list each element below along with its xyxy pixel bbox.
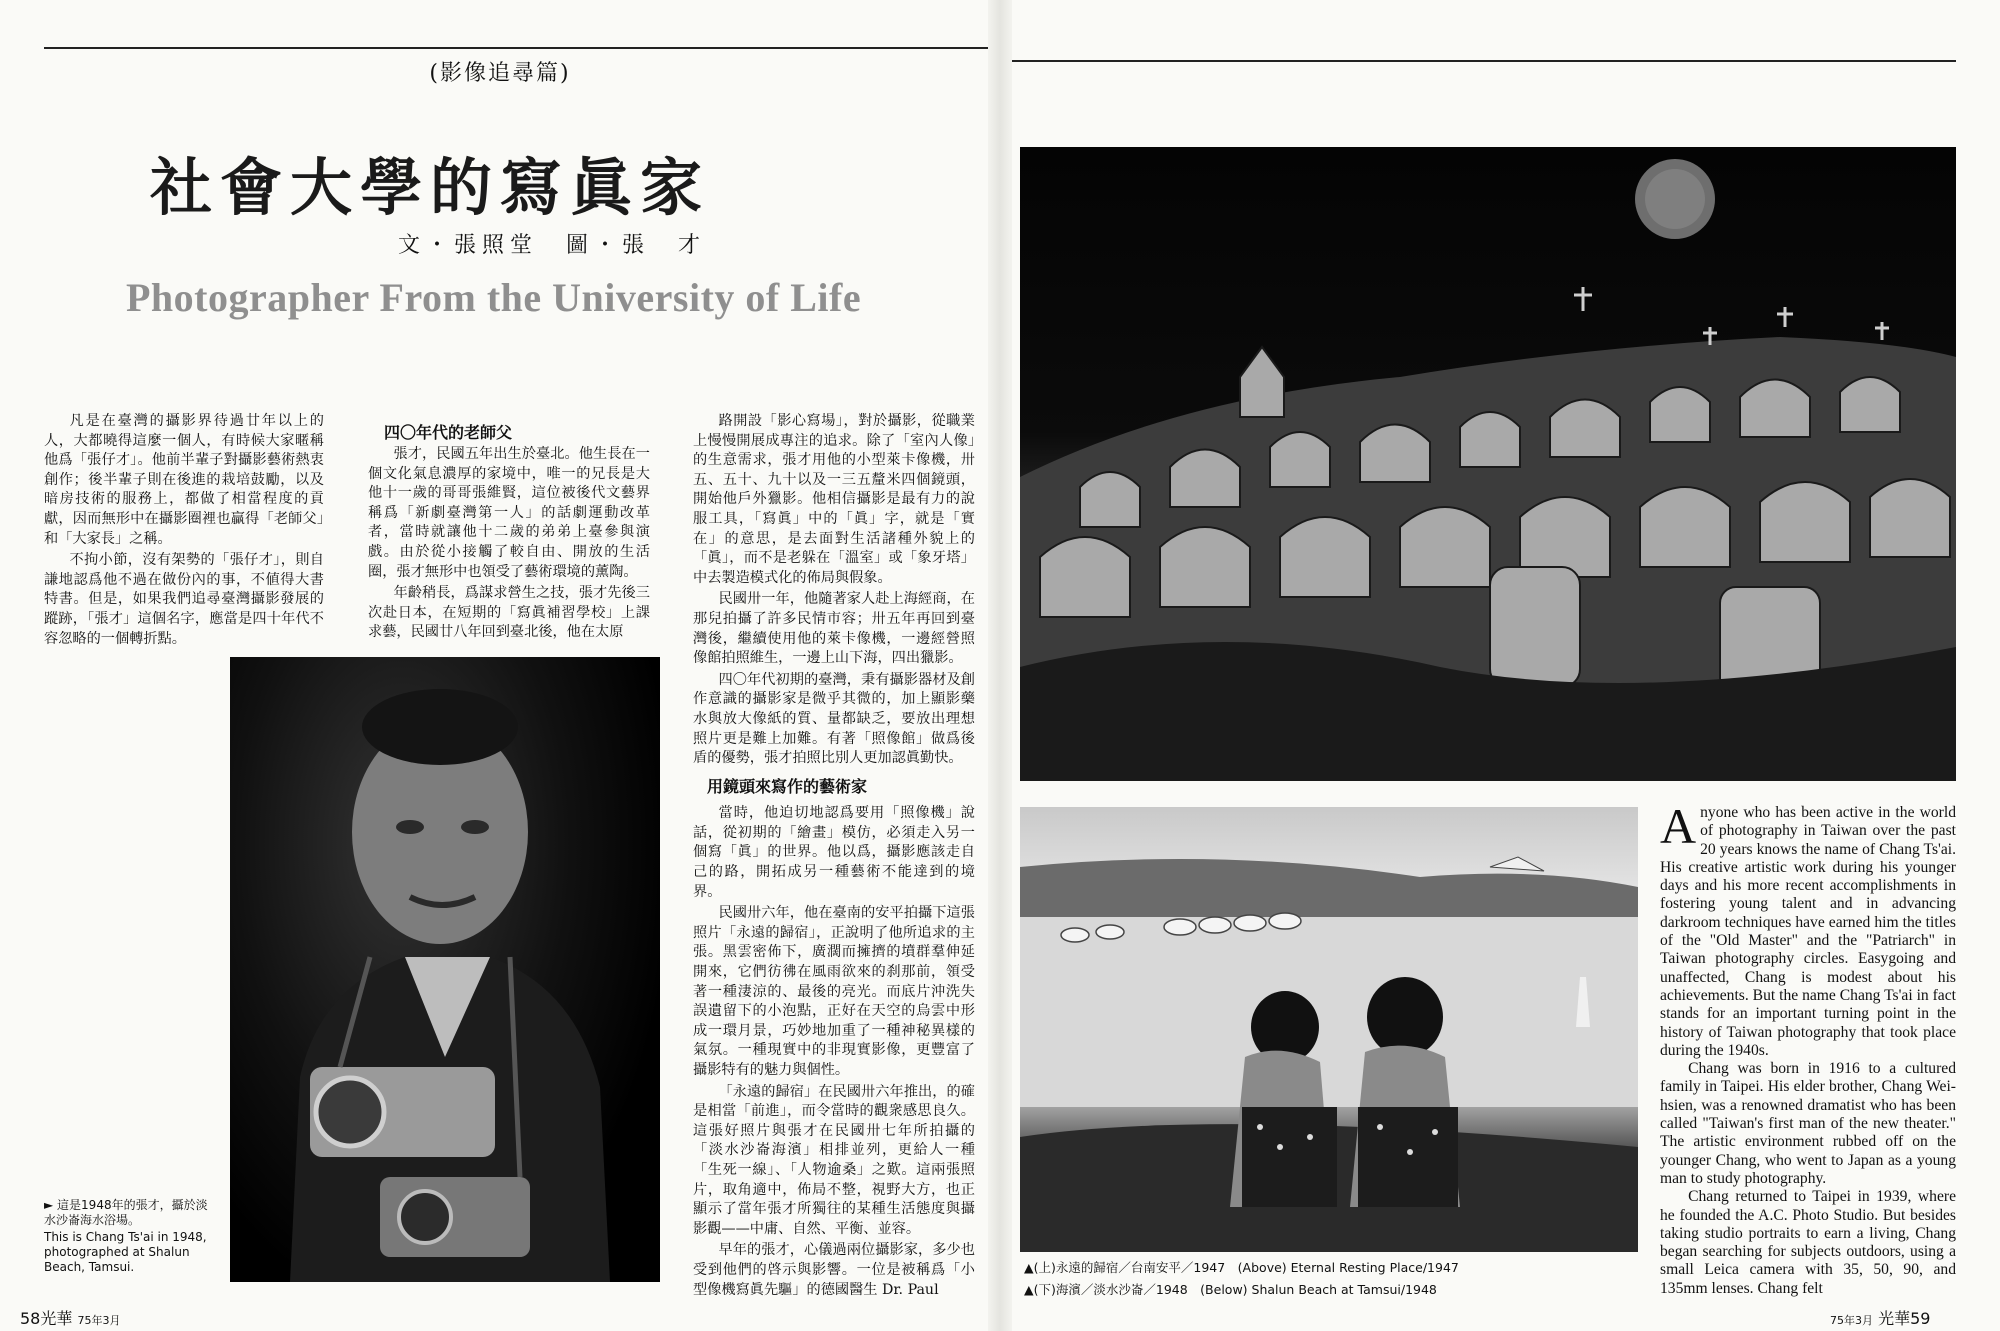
cemetery-photo-caption: ▲(上)永遠的歸宿／台南安平／1947 (Above) Eternal Resting Place/1947 <box>1024 1260 1459 1275</box>
article-title-chinese: 社會大學的寫眞家 <box>150 151 711 224</box>
right-page-number: 59 <box>1910 1309 1931 1328</box>
column-2-heading: 四〇年代的老師父 <box>384 423 513 442</box>
column-3-paragraph: 民國卅六年，他在臺南的安平拍攝下這張照片「永遠的歸宿」，正說明了他所追求的主張。黑雲密佈下，廣濶而擁擠的墳群羣伸延開來，它們彷彿在風雨欲來的刹那前，領受著一種淒涼的、最後的亮光。而底片沖洗失誤遺留下的小泡點，正好在天空的烏雲中形成一環月景，巧妙地加重了一種神秘異樣的氣氛。一種現實中的非現實影像，更豐富了攝影特有的魅力與個性。 <box>693 905 975 1078</box>
portrait-photo <box>230 657 660 1282</box>
english-paragraph: Chang returned to Taipei in 1939, where he founded the A.C. Photo Studio. But besides taking studio portraits to earn a living, Chang began searching for subjects outdoors, using a small Leica camera with 35, 50, 90, and 135mm lenses. Chang felt <box>1660 1188 1956 1297</box>
column-3-paragraph: 民國卅一年，他隨著家人赴上海經商，在那兒拍攝了許多民情市容；卅五年再回到臺灣後，繼續使用他的萊卡像機，一邊經營照像館拍照維生，一邊上山下海，四出獵影。 <box>693 591 975 667</box>
column-2-paragraph: 年齡稍長，爲謀求營生之技，張才先後三次赴日本，在短期的「寫眞補習學校」上課求藝，民國廿八年回到臺北後，他在太原 <box>368 585 650 641</box>
column-1 <box>44 412 324 651</box>
article-title-english: Photographer From the University of Life <box>126 275 862 320</box>
beach-illustration <box>1020 807 1638 1252</box>
page-gutter <box>988 0 1012 1331</box>
byline: 文・張照堂 圖・張 才 <box>398 233 707 258</box>
section-tag: (影像追尋篇) <box>429 61 571 86</box>
portrait-caption-english: This is Chang Ts'ai in 1948, photographed at Shalun Beach, Tamsui. <box>44 1230 207 1274</box>
portrait-caption <box>44 1198 209 1275</box>
left-issue-date: 75年3月 <box>77 1314 121 1327</box>
column-3-paragraph: 四〇年代初期的臺灣，秉有攝影器材及創作意識的攝影家是微乎其微的，加上顯影藥水與放大像紙的質、量都缺乏，要放出理想照片更是難上加難。有著「照像館」做爲後盾的優勢，張才拍照比別人更加認眞勤快。 <box>693 671 975 767</box>
portrait-figure-illustration <box>230 657 660 1282</box>
left-page-number: 58 <box>20 1309 41 1328</box>
column-2-paragraph: 張才，民國五年出生於臺北。他生長在一個文化氣息濃厚的家境中，唯一的兄長是大他十一歲的哥哥張維賢，這位被後代文藝界稱爲「新劇臺灣第一人」的話劇運動改革者，當時就讓他十二歲的弟弟上臺參與演戲。由於從小接觸了較自由、開放的生活圈，張才無形中也領受了藝術環境的薰陶。 <box>368 446 650 580</box>
left-top-rule <box>44 47 988 49</box>
column-3-paragraph: 早年的張才，心儀過兩位攝影家，多少也受到他們的啓示與影響。一位是被稱爲「小型像機寫眞先驅」的德國醫生 Dr. Paul <box>693 1242 975 1298</box>
english-paragraph: Anyone who has been active in the world of photography in Taiwan over the past 20 years knows the name of Chang Ts'ai. His creative artistic work during his younger days and his more recent accomplishments in fostering young talent and in advancing darkroom techniques have earned him the titles of the "Old Master" and the "Patriarch" in Taiwan photography circles. Easygoing and unaffected, Chang is modest about his achievements. But the name Chang Ts'ai in fact stands for an important turning point in the history of Taiwan photography that took place during the 1940s. <box>1660 798 1956 1059</box>
column-1-paragraph: 不拘小節，沒有架勢的「張仔才」，則自謙地認爲他不過在做份內的事，不値得大書特書。但是，如果我們追尋臺灣攝影發展的蹤跡，「張才」這個名字，應當是四十年代不容忽略的一個轉折點。 <box>44 552 324 647</box>
english-column <box>1660 798 1956 1298</box>
english-paragraph: Chang was born in 1916 to a cultured family in Taipei. His elder brother, Chang Wei-hsien, was a renowned dramatist who has been called "Taiwan's first man of the new theater." The artistic environment rubbed off on the younger Chang, who went to Japan as a young man to study photography. <box>1660 1060 1956 1187</box>
column-3-paragraph: 當時，他迫切地認爲要用「照像機」說話，從初期的「繪畫」模仿，必須走入另一個寫「眞」的世界。他以爲，攝影應該走自己的路，開拓成另一種藝術不能達到的境界。 <box>693 805 975 900</box>
right-magazine-name: 光華 <box>1878 1309 1911 1328</box>
drop-cap: A <box>1660 798 1697 854</box>
column-3-paragraph: 路開設「影心寫場」，對於攝影，從職業上慢慢開展成專注的追求。除了「室內人像」的生意需求，張才用他的小型萊卡像機，卅五、五十、九十以及一三五釐米四個鏡頭，開始他戶外獵影。他相信攝影是最有力的說服工具，「寫眞」中的「眞」字，就是「實在」的意思，是去面對生活諸種外貌上的「眞」，而不是老躲在「溫室」或「象牙塔」中去製造模式化的佈局與假象。 <box>693 413 975 586</box>
right-issue-date: 75年3月 <box>1830 1314 1873 1327</box>
column-3 <box>693 412 975 1302</box>
right-folio <box>1830 1306 1930 1329</box>
left-magazine-name: 光華 <box>40 1309 73 1328</box>
beach-photo <box>1020 807 1638 1252</box>
cemetery-photo <box>1020 147 1956 781</box>
column-2 <box>368 445 650 645</box>
portrait-caption-chinese: ► 這是1948年的張才，攝於淡水沙崙海水浴場。 <box>44 1198 208 1227</box>
column-1-paragraph: 凡是在臺灣的攝影界待過廿年以上的人，大都曉得這麼一個人，有時候大家暱稱他爲「張仔才」。他前半輩子對攝影藝術熱衷創作；後半輩子則在後進的栽培鼓勵，以及暗房技術的服務上，都做了相當程度的貢獻，因而無形中在攝影圈裡也贏得「老師父」和「大家長」之稱。 <box>44 413 324 547</box>
right-top-rule <box>1012 60 1956 62</box>
left-folio <box>20 1306 120 1329</box>
column-3-heading: 用鏡頭來寫作的藝術家 <box>707 776 868 796</box>
beach-photo-caption: ▲(下)海濱／淡水沙崙／1948 (Below) Shalun Beach at Tamsui/1948 <box>1024 1282 1437 1297</box>
column-3-paragraph: 「永遠的歸宿」在民國卅六年推出，的確是相當「前進」，而令當時的觀衆感思良久。這張好照片與張才在民國卅七年所拍攝的「淡水沙崙海濱」相排並列，更給人一種「生死一線」、「人物逾桑」之歎。這兩張照片，取角適中，佈局不整，視野大方，也正顯示了當年張才所獨往的某種生活態度與攝影觀——中庸、自然、平衡、並容。 <box>693 1083 975 1237</box>
cemetery-illustration <box>1020 147 1956 781</box>
